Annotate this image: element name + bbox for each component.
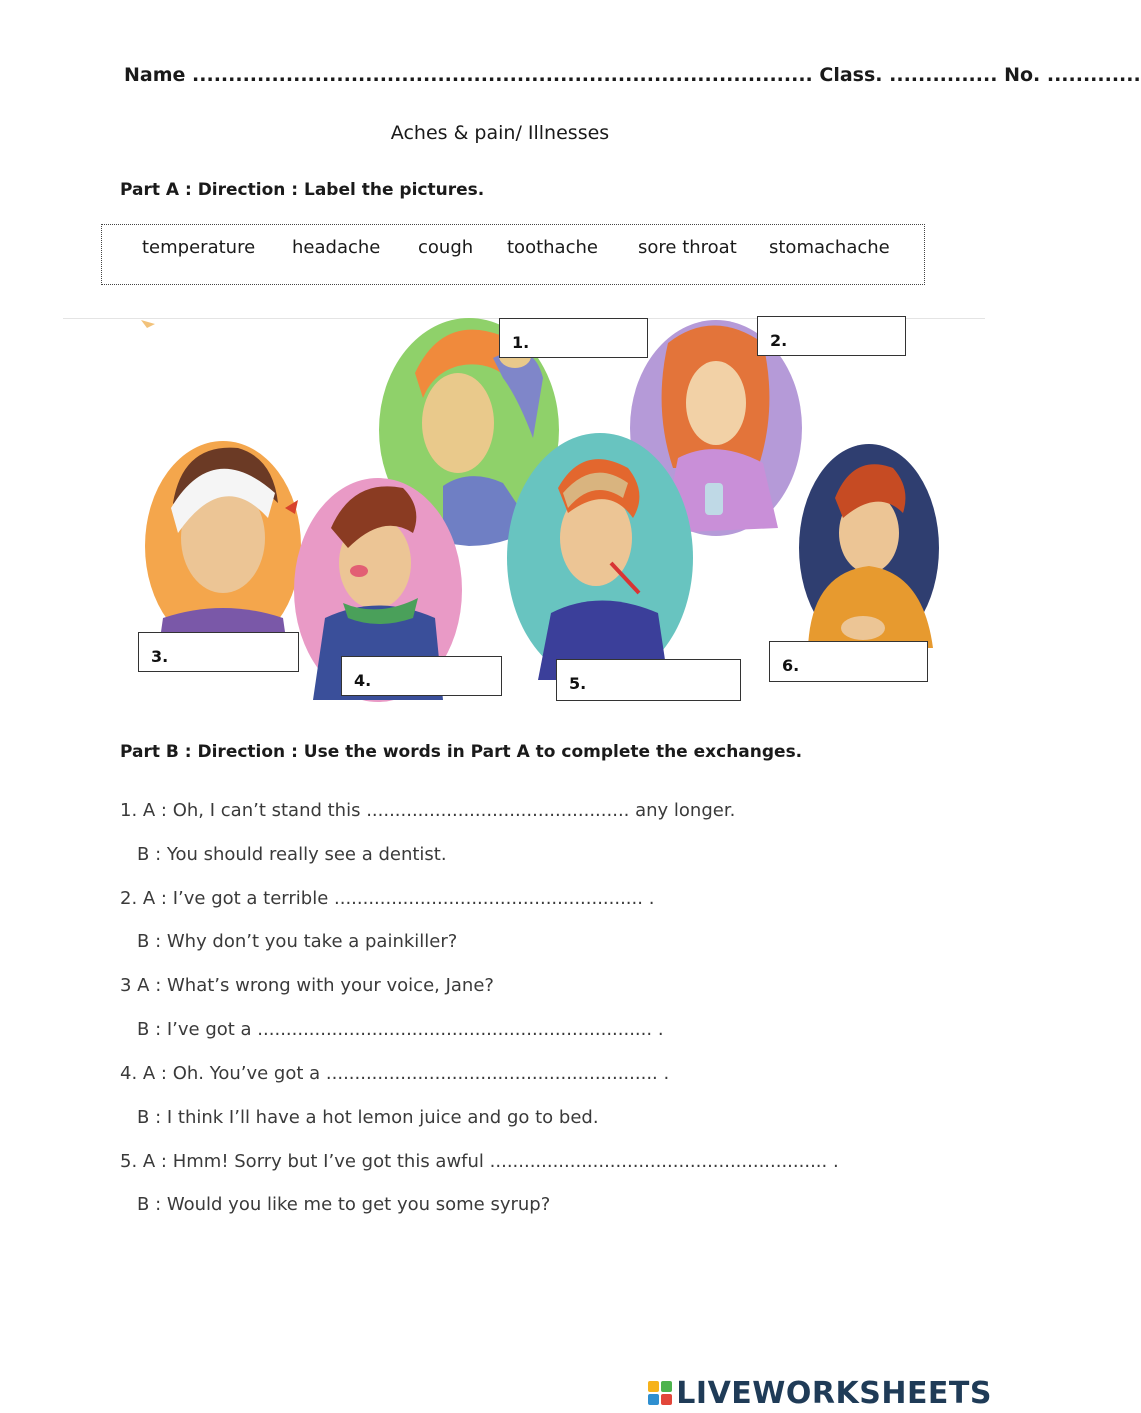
label-box-1[interactable]: [499, 318, 648, 358]
exchange-3-a: 3 A : What’s wrong with your voice, Jane?: [120, 975, 494, 996]
toothache-person-image: [145, 441, 301, 653]
label-number-6: 6.: [782, 656, 800, 675]
exchange-5-a: 5. A : Hmm! Sorry but I’ve got this awful ........................................................... .: [120, 1151, 839, 1172]
no-label: No.: [1004, 64, 1041, 86]
no-dots[interactable]: .............: [1046, 64, 1141, 86]
exchange-2-b: B : Why don’t you take a painkiller?: [137, 931, 458, 952]
class-label: Class.: [819, 64, 883, 86]
logo-text: LIVEWORKSHEETS: [676, 1375, 992, 1411]
logo-grid-icon: [648, 1381, 672, 1405]
label-number-5: 5.: [569, 674, 587, 693]
exchange-1-b: B : You should really see a dentist.: [137, 844, 447, 865]
word-headache: headache: [292, 237, 381, 258]
exchange-1-a: 1. A : Oh, I can’t stand this .............................................. any longer.: [120, 800, 736, 821]
liveworksheets-logo: [648, 1376, 992, 1410]
label-number-3: 3.: [151, 647, 169, 666]
word-temperature: temperature: [142, 237, 256, 258]
label-box-5[interactable]: [556, 659, 741, 701]
part-a-direction: Part A : Direction : Label the pictures.: [120, 180, 485, 200]
exchange-4-b: B : I think I’ll have a hot lemon juice and go to bed.: [137, 1107, 599, 1128]
exchange-4-a: 4. A : Oh. You’ve got a .......................................................... .: [120, 1063, 670, 1084]
word-toothache: toothache: [507, 237, 598, 258]
label-box-2[interactable]: [757, 316, 906, 356]
word-cough: cough: [418, 237, 474, 258]
name-dots[interactable]: ......................................................................................: [192, 64, 813, 86]
stomachache-person-image: [799, 444, 939, 652]
label-box-6[interactable]: [769, 641, 928, 682]
exchange-2-a: 2. A : I’ve got a terrible ...................................................... .: [120, 888, 655, 909]
class-dots[interactable]: ...............: [889, 64, 998, 86]
worksheet-title: Aches & pain/ Illnesses: [390, 122, 610, 144]
illness-pictures: [63, 318, 985, 710]
word-stomachache: stomachache: [769, 237, 890, 258]
exchange-5-b: B : Would you like me to get you some syrup?: [137, 1194, 551, 1215]
label-box-3[interactable]: [138, 632, 299, 672]
temperature-person-image: [507, 433, 693, 683]
word-bank: [101, 224, 925, 285]
name-label: Name: [124, 64, 186, 86]
word-sore-throat: sore throat: [638, 237, 737, 258]
label-number-4: 4.: [354, 671, 372, 690]
part-b-direction: Part B : Direction : Use the words in Part A to complete the exchanges.: [120, 742, 803, 762]
label-number-2: 2.: [770, 331, 788, 350]
label-number-1: 1.: [512, 333, 530, 352]
exchange-3-b: B : I’ve got a ..................................................................... .: [137, 1019, 664, 1040]
label-box-4[interactable]: [341, 656, 502, 696]
student-info-line: [124, 64, 1141, 86]
